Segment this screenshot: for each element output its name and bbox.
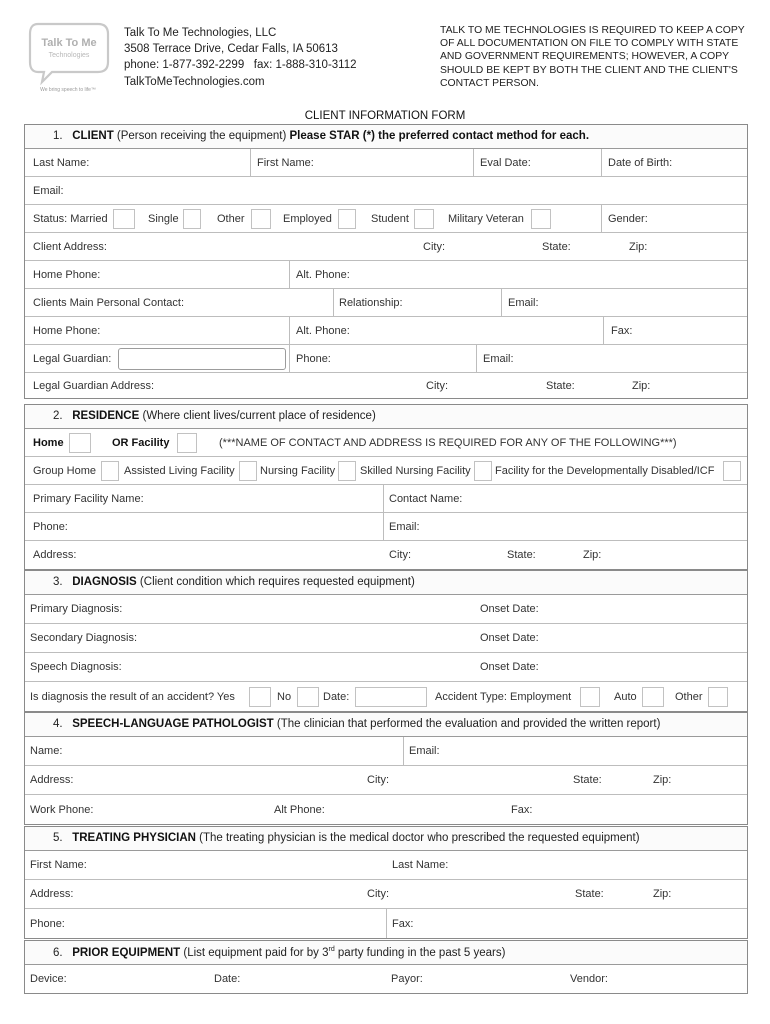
payor-label: Payor:	[391, 973, 423, 985]
speech-diagnosis-label: Speech Diagnosis:	[30, 661, 122, 673]
company-website: TalkToMeTechnologies.com	[124, 75, 265, 88]
logo-line2: Technologies	[48, 52, 90, 59]
physician-city-label: City:	[367, 888, 389, 900]
row-secondary-diagnosis	[25, 624, 747, 653]
section-diagnosis	[24, 570, 748, 712]
facility-email-label: Email:	[389, 520, 420, 533]
relationship-label: Relationship:	[339, 296, 403, 309]
contact-fax-label: Fax:	[611, 324, 633, 337]
device-label: Device:	[30, 973, 67, 985]
guardian-address-label: Legal Guardian Address:	[33, 379, 155, 392]
guardian-phone-label: Phone:	[296, 352, 331, 365]
section-number: 5.	[53, 832, 63, 844]
other-label: Other	[217, 212, 245, 225]
accident-yes-checkbox[interactable]	[249, 687, 271, 707]
physician-first-name-label: First Name:	[30, 859, 87, 871]
veteran-label: Military Veteran	[448, 212, 524, 225]
section-number: 1.	[53, 130, 63, 142]
assisted-label: Assisted Living Facility	[124, 464, 235, 477]
slp-name-label: Name:	[30, 745, 63, 757]
section-client-header	[25, 125, 747, 149]
logo-line1: Talk To Me	[41, 37, 97, 49]
guardian-input[interactable]	[118, 348, 286, 370]
gender-label: Gender:	[608, 212, 648, 225]
row-facility-types	[25, 457, 747, 485]
physician-phone-label: Phone:	[30, 917, 65, 930]
nursing-checkbox[interactable]	[338, 461, 356, 481]
row-main-contact	[25, 289, 747, 317]
other-type-checkbox[interactable]	[708, 687, 728, 707]
row-physician-name	[25, 851, 747, 880]
row-slp-address	[25, 766, 747, 795]
first-name-label: First Name:	[257, 156, 314, 169]
physician-last-name-label: Last Name:	[392, 859, 449, 871]
student-checkbox[interactable]	[414, 209, 434, 229]
section-physician-header	[25, 827, 747, 851]
section-title: TREATING PHYSICIAN	[72, 832, 196, 844]
home-checkbox[interactable]	[69, 433, 91, 453]
slp-work-phone-label: Work Phone:	[30, 803, 94, 816]
row-slp-name	[25, 737, 747, 766]
email-label: Email:	[33, 184, 64, 197]
skilled-label: Skilled Nursing Facility	[360, 464, 471, 477]
or-facility-label: OR Facility	[112, 436, 170, 449]
slp-email-label: Email:	[409, 745, 440, 757]
section-slp	[24, 712, 748, 825]
section-desc: (The treating physician is the medical doctor who prescribed the requested equipment)	[195, 832, 640, 844]
main-contact-label: Clients Main Personal Contact:	[33, 296, 185, 309]
section-desc: (Person receiving the equipment)	[113, 130, 290, 142]
row-speech-diagnosis	[25, 653, 747, 682]
section-residence	[24, 404, 748, 570]
facility-zip-label: Zip:	[583, 549, 602, 561]
row-facility-phone	[25, 513, 747, 541]
slp-fax-label: Fax:	[511, 803, 533, 816]
row-prior-equipment	[25, 965, 747, 993]
section-desc-end: party funding in the past 5 years)	[334, 946, 506, 959]
contact-home-phone-label: Home Phone:	[33, 324, 101, 337]
physician-fax-label: Fax:	[392, 917, 414, 930]
equipment-date-label: Date:	[214, 973, 241, 985]
single-label: Single	[148, 212, 179, 225]
contact-email-label: Email:	[508, 296, 539, 309]
section-number: 4.	[53, 718, 63, 730]
slp-alt-phone-label: Alt Phone:	[274, 803, 325, 816]
slp-address-label: Address:	[30, 774, 74, 786]
facility-address-label: Address:	[33, 549, 77, 561]
row-contact-phones	[25, 317, 747, 345]
section-slp-header	[25, 713, 747, 737]
secondary-diagnosis-label: Secondary Diagnosis:	[30, 632, 138, 644]
state-label: State:	[542, 240, 571, 253]
assisted-checkbox[interactable]	[239, 461, 257, 481]
section-number: 2.	[53, 410, 63, 422]
accident-no-label: No	[277, 690, 292, 703]
married-checkbox[interactable]	[113, 209, 135, 229]
row-email	[25, 177, 747, 205]
slp-city-label: City:	[367, 774, 389, 786]
alt-phone-label: Alt. Phone:	[296, 268, 350, 281]
section-prior-equipment-header	[25, 941, 747, 965]
client-address-label: Client Address:	[33, 240, 107, 253]
section-diagnosis-header	[25, 571, 747, 595]
primary-facility-label: Primary Facility Name:	[33, 492, 144, 505]
physician-zip-label: Zip:	[653, 888, 672, 900]
veteran-checkbox[interactable]	[531, 209, 551, 229]
guardian-label: Legal Guardian:	[33, 352, 112, 365]
accident-type-label: Accident Type: Employment	[435, 690, 572, 703]
section-title: DIAGNOSIS	[72, 576, 137, 588]
group-home-label: Group Home	[33, 464, 96, 477]
row-phones	[25, 261, 747, 289]
facility-checkbox[interactable]	[177, 433, 197, 453]
status-married-label: Status: Married	[33, 212, 108, 225]
section-number: 6.	[53, 946, 63, 959]
section-number: 3.	[53, 576, 63, 588]
speech-onset-label: Onset Date:	[480, 661, 539, 673]
accident-date-input[interactable]	[355, 687, 427, 707]
section-physician	[24, 826, 748, 939]
employment-checkbox[interactable]	[580, 687, 600, 707]
facility-city-label: City:	[389, 549, 411, 561]
contact-alt-phone-label: Alt. Phone:	[296, 324, 350, 337]
section-instruction: Please STAR (*) the preferred contact method for each.	[289, 130, 590, 142]
row-accident	[25, 682, 747, 711]
section-desc: (Client condition which requires requested equipment)	[136, 576, 415, 588]
section-desc: (The clinician that performed the evaluation and provided the written report)	[273, 718, 661, 730]
section-title: PRIOR EQUIPMENT	[72, 946, 181, 959]
row-names	[25, 149, 747, 177]
last-name-label: Last Name:	[33, 156, 90, 169]
row-status	[25, 205, 747, 233]
guardian-zip-label: Zip:	[632, 379, 651, 392]
home-phone-label: Home Phone:	[33, 268, 101, 281]
row-client-address	[25, 233, 747, 261]
slp-zip-label: Zip:	[653, 774, 672, 786]
row-facility-name	[25, 485, 747, 513]
company-info	[124, 25, 357, 90]
city-label: City:	[423, 240, 445, 253]
physician-state-label: State:	[575, 888, 604, 900]
company-logo	[28, 20, 112, 94]
accident-no-checkbox[interactable]	[297, 687, 319, 707]
icf-label: Facility for the Developmentally Disabled/ICF	[495, 464, 715, 477]
facility-phone-label: Phone:	[33, 520, 68, 533]
company-phone-fax: phone: 1-877-392-2299 fax: 1-888-310-3112	[124, 59, 357, 72]
icf-checkbox[interactable]	[723, 461, 741, 481]
auto-label: Auto	[614, 690, 637, 703]
physician-address-label: Address:	[30, 888, 74, 900]
logo-tagline: We bring speech to life™	[40, 87, 96, 93]
row-guardian-address	[25, 373, 747, 398]
student-label: Student	[371, 212, 409, 225]
row-primary-diagnosis	[25, 595, 747, 624]
accident-date-label: Date:	[323, 690, 350, 703]
accident-question: Is diagnosis the result of an accident? Yes	[30, 690, 235, 703]
section-title: CLIENT	[72, 130, 114, 142]
row-slp-phones	[25, 795, 747, 824]
row-physician-address	[25, 880, 747, 909]
secondary-onset-label: Onset Date:	[480, 632, 539, 644]
employed-checkbox[interactable]	[338, 209, 356, 229]
guardian-city-label: City:	[426, 379, 448, 392]
section-prior-equipment	[24, 940, 748, 994]
records-notice: TALK TO ME TECHNOLOGIES IS REQUIRED TO KEEP A COPY OF ALL DOCUMENTATION ON FILE TO COMPLY WITH STATE AND GOVERNMENT REQUIREMENTS; HOWEVER, A COPY SHOULD BE KEPT BY BOTH THE CLIENT AND THE CLIENT'S CONTACT PERSON.	[440, 25, 745, 89]
section-desc: (Where client lives/current place of residence)	[139, 410, 376, 422]
single-checkbox[interactable]	[183, 209, 201, 229]
primary-diagnosis-label: Primary Diagnosis:	[30, 603, 123, 615]
row-facility-address	[25, 541, 747, 569]
guardian-state-label: State:	[546, 379, 575, 392]
auto-checkbox[interactable]	[642, 687, 664, 707]
company-address: 3508 Terrace Drive, Cedar Falls, IA 50613	[124, 43, 338, 56]
skilled-checkbox[interactable]	[474, 461, 492, 481]
guardian-email-label: Email:	[483, 352, 514, 365]
row-guardian	[25, 345, 747, 373]
other-checkbox[interactable]	[251, 209, 271, 229]
section-residence-header	[25, 405, 747, 429]
section-title: RESIDENCE	[72, 410, 140, 422]
section-desc-superscript: rd	[328, 946, 335, 953]
row-physician-phone	[25, 909, 747, 938]
section-desc: (List equipment paid for by 3	[180, 946, 329, 959]
company-name: Talk To Me Technologies, LLC	[124, 27, 277, 39]
row-home-facility	[25, 429, 747, 457]
group-home-checkbox[interactable]	[101, 461, 119, 481]
facility-state-label: State:	[507, 549, 536, 561]
required-note: (***NAME OF CONTACT AND ADDRESS IS REQUIRED FOR ANY OF THE FOLLOWING***)	[219, 436, 677, 449]
section-title: SPEECH-LANGUAGE PATHOLOGIST	[72, 718, 274, 730]
nursing-label: Nursing Facility	[260, 464, 336, 477]
primary-onset-label: Onset Date:	[480, 603, 539, 615]
slp-state-label: State:	[573, 774, 602, 786]
home-label: Home	[33, 436, 64, 449]
zip-label: Zip:	[629, 240, 648, 253]
dob-label: Date of Birth:	[608, 156, 673, 169]
eval-date-label: Eval Date:	[480, 156, 531, 169]
contact-name-label: Contact Name:	[389, 492, 463, 505]
vendor-label: Vendor:	[570, 973, 608, 985]
form-title: CLIENT INFORMATION FORM	[304, 110, 466, 122]
section-client	[24, 124, 748, 399]
other-type-label: Other	[675, 690, 703, 703]
employed-label: Employed	[283, 212, 332, 225]
